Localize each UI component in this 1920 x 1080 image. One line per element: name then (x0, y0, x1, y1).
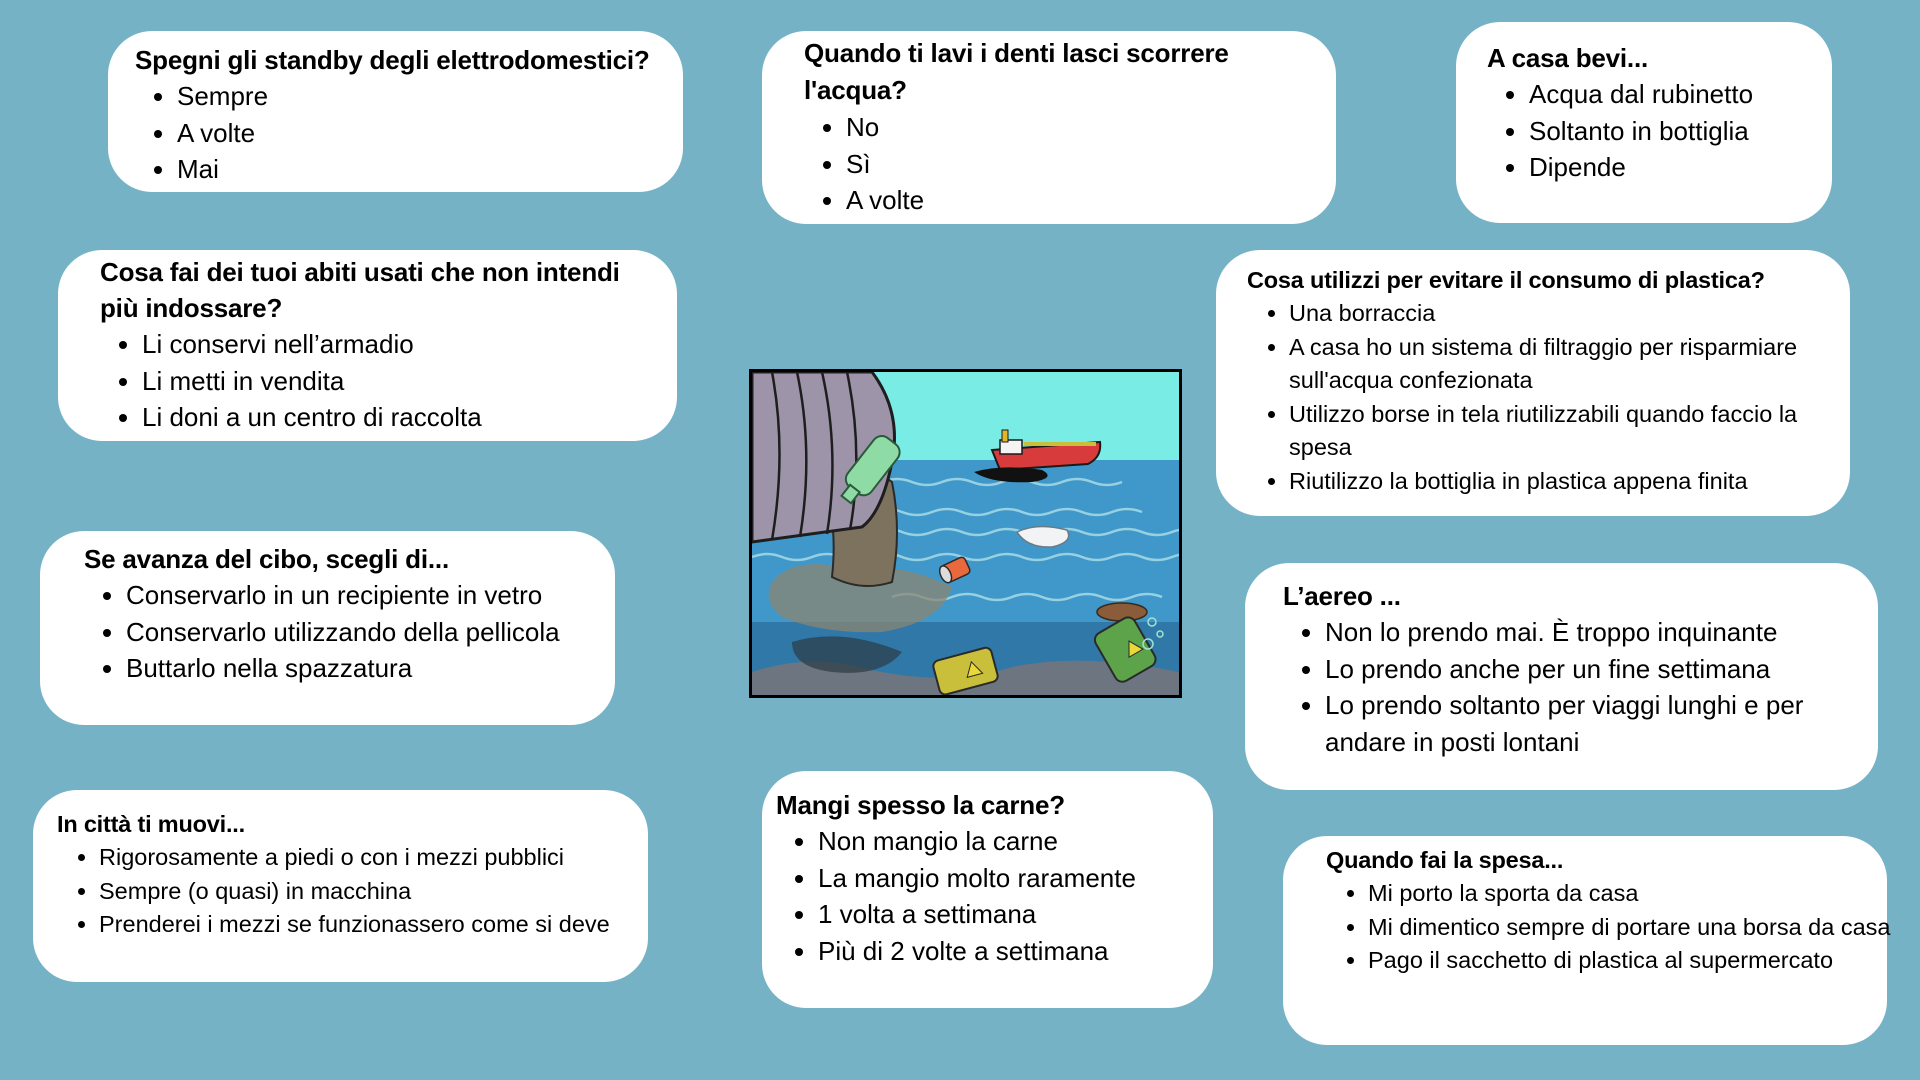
question-title: L’aereo ... (1283, 581, 1401, 611)
options-list (57, 841, 648, 942)
question-title: Cosa fai dei tuoi abiti usati che non intendi più indossare? (100, 257, 620, 323)
option-item: • 1 volta a settimana (818, 896, 1213, 933)
option-item: • Non lo prendo mai. È troppo inquinante (1325, 614, 1855, 651)
option-item: • Una borraccia (1289, 297, 1844, 331)
pollution-scene-icon (752, 372, 1179, 695)
question-title: Quando ti lavi i denti lasci scorrere l'acqua? (804, 38, 1229, 105)
question-card-citta (33, 790, 648, 982)
question-card-cibo (40, 531, 615, 725)
options-list (804, 109, 1296, 219)
options-list (100, 326, 647, 436)
question-card-carne (762, 771, 1213, 1008)
options-list (776, 823, 1213, 969)
option-item: • Mi dimentico sempre di portare una borsa da casa (1368, 911, 1903, 945)
question-title: Cosa utilizzi per evitare il consumo di plastica? (1247, 267, 1765, 293)
option-item: • Sempre (177, 78, 683, 115)
option-item: • Li conservi nell’armadio (142, 326, 647, 363)
option-item: • Li metti in vendita (142, 363, 647, 400)
options-list (84, 577, 615, 687)
option-item: • Prenderei i mezzi se funzionassero come si deve (99, 908, 648, 942)
option-item: • A casa ho un sistema di filtraggio per risparmiare sull'acqua confezionata (1289, 331, 1844, 398)
option-item: • Sempre (o quasi) in macchina (99, 875, 648, 909)
option-item: • Non mangio la carne (818, 823, 1213, 860)
question-card-aereo (1245, 563, 1878, 790)
question-card-spesa (1283, 836, 1891, 1045)
option-item: • Sì (846, 146, 1296, 183)
option-item: • A volte (177, 115, 683, 152)
options-list (1247, 297, 1844, 498)
question-card-plastica (1216, 250, 1850, 516)
question-title: Se avanza del cibo, scegli di... (84, 544, 449, 574)
question-card-bevi (1456, 22, 1832, 223)
options-list (135, 78, 683, 188)
option-item: • Conservarlo in un recipiente in vetro (126, 577, 615, 614)
option-item: • Riutilizzo la bottiglia in plastica appena finita (1289, 465, 1844, 499)
option-item: • Più di 2 volte a settimana (818, 933, 1213, 970)
option-item: • Conservarlo utilizzando della pellicola (126, 614, 615, 651)
option-item: • Rigorosamente a piedi o con i mezzi pubblici (99, 841, 648, 875)
option-item: • Acqua dal rubinetto (1529, 76, 1832, 113)
option-item: • Buttarlo nella spazzatura (126, 650, 615, 687)
ocean-pollution-illustration (749, 369, 1182, 698)
question-title: Spegni gli standby degli elettrodomestici? (135, 45, 650, 75)
options-list (1283, 614, 1855, 760)
option-item: • Pago il sacchetto di plastica al supermercato (1368, 944, 1903, 978)
option-item: • Utilizzo borse in tela riutilizzabili quando faccio la spesa (1289, 398, 1844, 465)
option-item: • La mangio molto raramente (818, 860, 1213, 897)
option-item: • Mai (177, 151, 683, 188)
option-item: • Soltanto in bottiglia (1529, 113, 1832, 150)
question-title: Quando fai la spesa... (1326, 847, 1564, 873)
option-item: • A volte (846, 182, 1296, 219)
option-item: • Lo prendo soltanto per viaggi lunghi e per andare in posti lontani (1325, 687, 1855, 760)
options-list (1487, 76, 1832, 186)
question-card-denti (762, 31, 1336, 224)
question-card-abiti (58, 250, 677, 441)
option-item: • Lo prendo anche per un fine settimana (1325, 651, 1855, 688)
options-list (1326, 877, 1903, 978)
option-item: • Dipende (1529, 149, 1832, 186)
question-title: Mangi spesso la carne? (776, 790, 1065, 820)
question-title: In città ti muovi... (57, 811, 245, 837)
option-item: • Li doni a un centro di raccolta (142, 399, 647, 436)
question-card-standby (108, 31, 683, 192)
question-title: A casa bevi... (1487, 43, 1648, 73)
option-item: • Mi porto la sporta da casa (1368, 877, 1903, 911)
option-item: • No (846, 109, 1296, 146)
